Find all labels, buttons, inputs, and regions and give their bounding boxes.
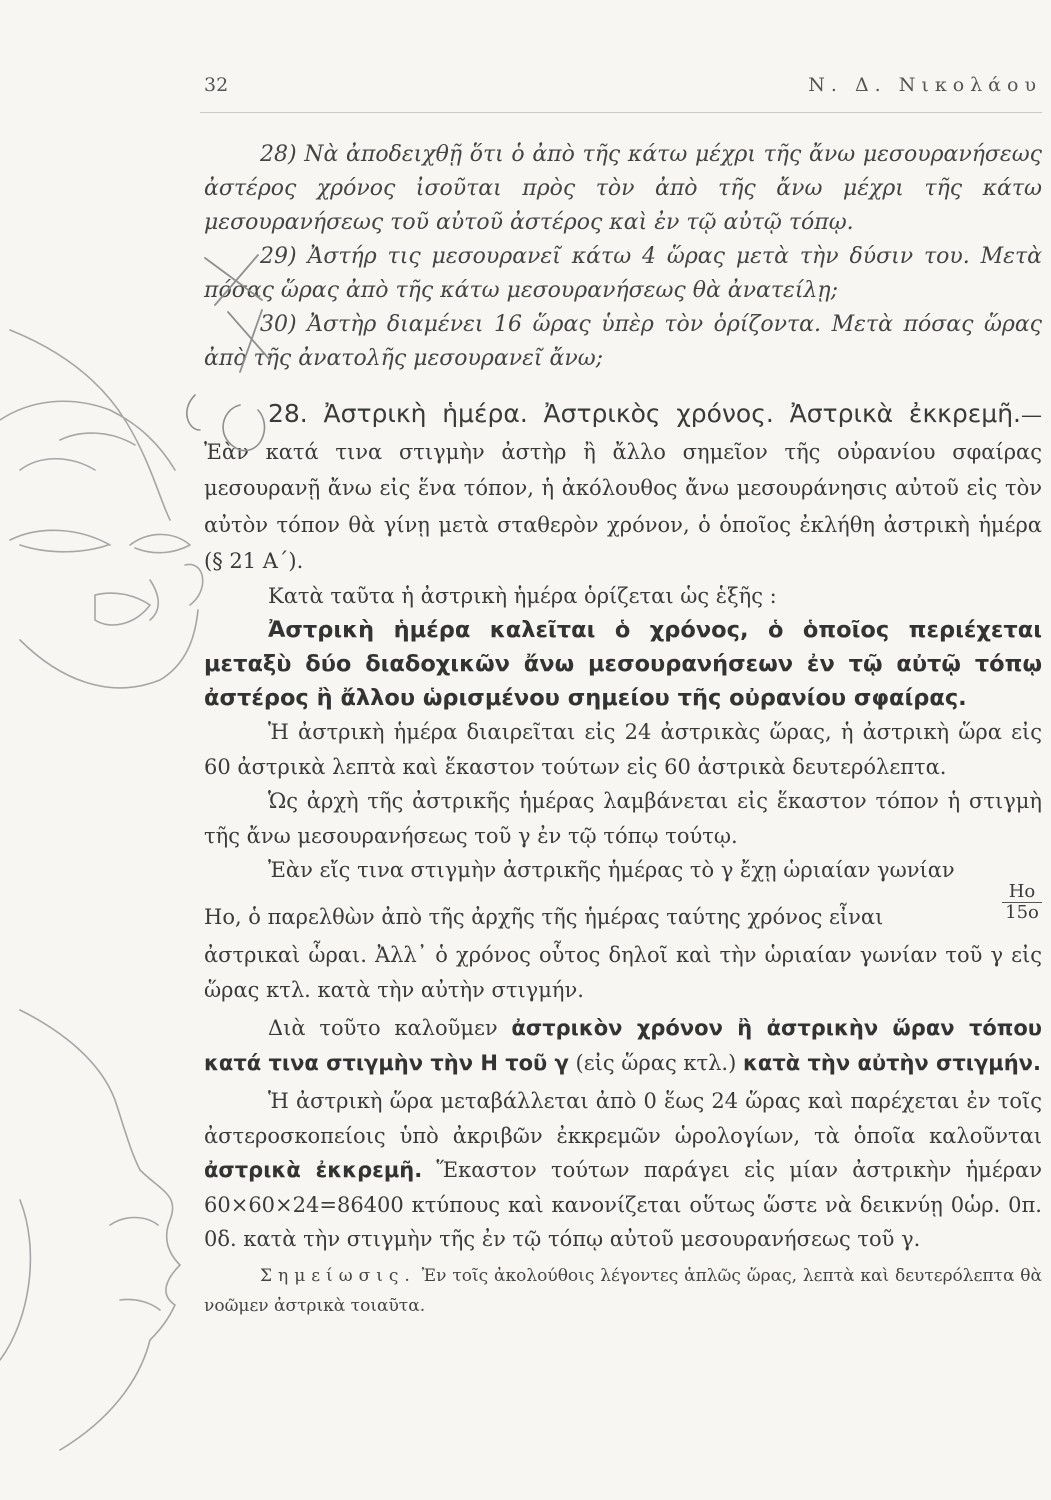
page-header [204, 74, 1042, 104]
paragraph-divided: Ἡ ἀστρικὴ ἡμέρα διαιρεῖται εἰς 24 ἀστρικὰς ὥρας, ἡ ἀστρικὴ ὥρα εἰς 60 ἀστρικὰ λεπτὰ καὶ ἕκαστον τούτων εἰς 60 ἀστρικὰ δευτερόλεπτα. [204, 720, 1042, 779]
running-head-author: Ν. Δ. Νικολάου [808, 74, 1042, 96]
header-rule [200, 112, 1042, 113]
page-number: 32 [204, 74, 229, 96]
exercise-30: 30) Ἀστὴρ διαμένει 16 ὥρας ὑπὲρ τὸν ὁρίζοντα. Μετὰ πόσας ὥρας ἀπὸ τῆς ἀνατολῆς μεσουρανεῖ ἄνω; [204, 312, 1042, 371]
paragraph-angle-3: ἀστρικαὶ ὧραι. Ἀλλ᾽ ὁ χρόνος οὗτος δηλοῖ καὶ τὴν ὡριαίαν γωνίαν τοῦ γ εἰς ὥρας κτλ. κατὰ τὴν αὐτὴν στιγμήν. [204, 943, 1042, 1002]
page-body [204, 138, 1042, 1321]
paragraph-call-bold-1: ἀστρικὸν χρόνον ἢ ἀστρικὴν ὥραν τόπου κατά τινα στιγμὴν τὴν Η τοῦ γ [204, 1016, 1042, 1075]
exercise-29: 29) Ἀστήρ τις μεσουρανεῖ κάτω 4 ὥρας μετὰ τὴν δύσιν του. Μετὰ πόσας ὥρας ἀπὸ τῆς κάτω μεσουρανήσεως θὰ ἀνατείλῃ; [204, 244, 1042, 303]
hour-angle-fraction [1002, 882, 1042, 923]
sketch-face-upper [0, 330, 203, 688]
paragraph-call [204, 1011, 1042, 1080]
sketch-face-lower [0, 1010, 180, 1450]
section-heading [204, 396, 1042, 579]
exercise-28: 28) Νὰ ἀποδειχθῇ ὅτι ὁ ἀπὸ τῆς κάτω μέχρι τῆς ἄνω μεσουρανήσεως ἀστέρος χρόνος ἰσοῦται πρὸς τὸν ἀπὸ τῆς ἄνω μέχρι τῆς κάτω μεσουρανήσεως τοῦ αὐτοῦ ἀστέρος καὶ ἐν τῷ αὐτῷ τόπῳ. [204, 142, 1042, 235]
paragraph-call-bold-2: κατὰ τὴν αὐτὴν στιγμήν. [743, 1050, 1041, 1075]
paragraph-call-a: Διὰ τοῦτο καλοῦμεν [268, 1016, 498, 1040]
paragraph-angle-2-text: Hο, ὁ παρελθὼν ἀπὸ τῆς ἀρχῆς τῆς ἡμέρας ταύτης χρόνος εἶναι [204, 904, 884, 929]
fraction-denominator: 15ο [1005, 901, 1039, 923]
fraction-numerator: Hο [1002, 882, 1042, 903]
paragraph-angle-1: Ἐὰν εἴς τινα στιγμὴν ἀστρικῆς ἡμέρας τὸ γ ἔχῃ ὡριαίαν γωνίαν [268, 858, 955, 882]
definition-sidereal-day: Ἀστρικὴ ἡμέρα καλεῖται ὁ χρόνος, ὁ ὁποῖος περιέχεται μεταξὺ δύο διαδοχικῶν ἄνω μεσουρανήσεων ἐν τῷ αὐτῷ τόπῳ ἀστέρος ἢ ἄλλου ὡρισμένου σημείου τῆς οὐρανίου σφαίρας. [204, 617, 1042, 711]
paragraph-varies-b: Ἕκαστον τούτων παράγει εἰς μίαν ἀστρικὴν ἡμέραν 60×60×24=86400 κτύπους καὶ κανονίζεται οὕτως ὥστε νὰ δεικνύῃ 0ὡρ. 0π. 0δ. κατὰ τὴν στιγμὴν τῆς ἐν τῷ τόπῳ αὐτοῦ μεσουρανήσεως τοῦ γ. [204, 1158, 1042, 1251]
paragraph-start: Ὡς ἀρχὴ τῆς ἀστρικῆς ἡμέρας λαμβάνεται εἰς ἕκαστον τόπον ἡ στιγμὴ τῆς ἄνω μεσουρανήσεως τοῦ γ ἐν τῷ τόπῳ τούτῳ. [204, 789, 1042, 848]
paragraph-defined: Κατὰ ταῦτα ἡ ἀστρικὴ ἡμέρα ὁρίζεται ὡς ἑξῆς : [268, 583, 777, 608]
note-label: Σημείωσις. [260, 1265, 416, 1286]
paragraph-call-b: (εἰς ὥρας κτλ.) [575, 1050, 737, 1075]
section-intro: — Ἐὰν κατά τινα στιγμὴν ἀστὴρ ἢ ἄλλο σημεῖον τῆς οὐρανίου σφαίρας μεσουρανῇ ἄνω εἰς ἕνα τόπον, ἡ ἀκόλουθος ἄνω μεσουράνησις αὐτοῦ εἰς τὸν αὐτὸν τόπον θὰ γίνῃ μετὰ σταθερὸν χρόνον, ὁ ὁποῖος ἐκλήθη ἀστρικὴ ἡμέρα (§ 21 Α΄). [204, 403, 1042, 573]
note [204, 1261, 1042, 1321]
note-text: Ἐν τοῖς ἀκολούθοις λέγοντες ἁπλῶς ὥρας, λεπτὰ καὶ δευτερόλεπτα θὰ νοῶμεν ἀστρικὰ τοιαῦτα. [204, 1265, 1042, 1316]
paragraph-varies-bold: ἀστρικὰ ἐκκρεμῆ. [204, 1158, 423, 1182]
paragraph-angle-2 [204, 880, 1042, 935]
section-heading-text: 28. Ἀστρικὴ ἡμέρα. Ἀστρικὸς χρόνος. Ἀστρικὰ ἐκκρεμῆ. [268, 399, 1021, 428]
paragraph-varies [204, 1084, 1042, 1257]
paragraph-varies-a: Ἡ ἀστρικὴ ὥρα μεταβάλλεται ἀπὸ 0 ἕως 24 ὥρας καὶ παρέχεται ἐν τοῖς ἀστεροσκοπείοις ὑπὸ ἀκριβῶν ἐκκρεμῶν ὡρολογίων, τὰ ὁποῖα καλοῦνται [204, 1089, 1042, 1148]
